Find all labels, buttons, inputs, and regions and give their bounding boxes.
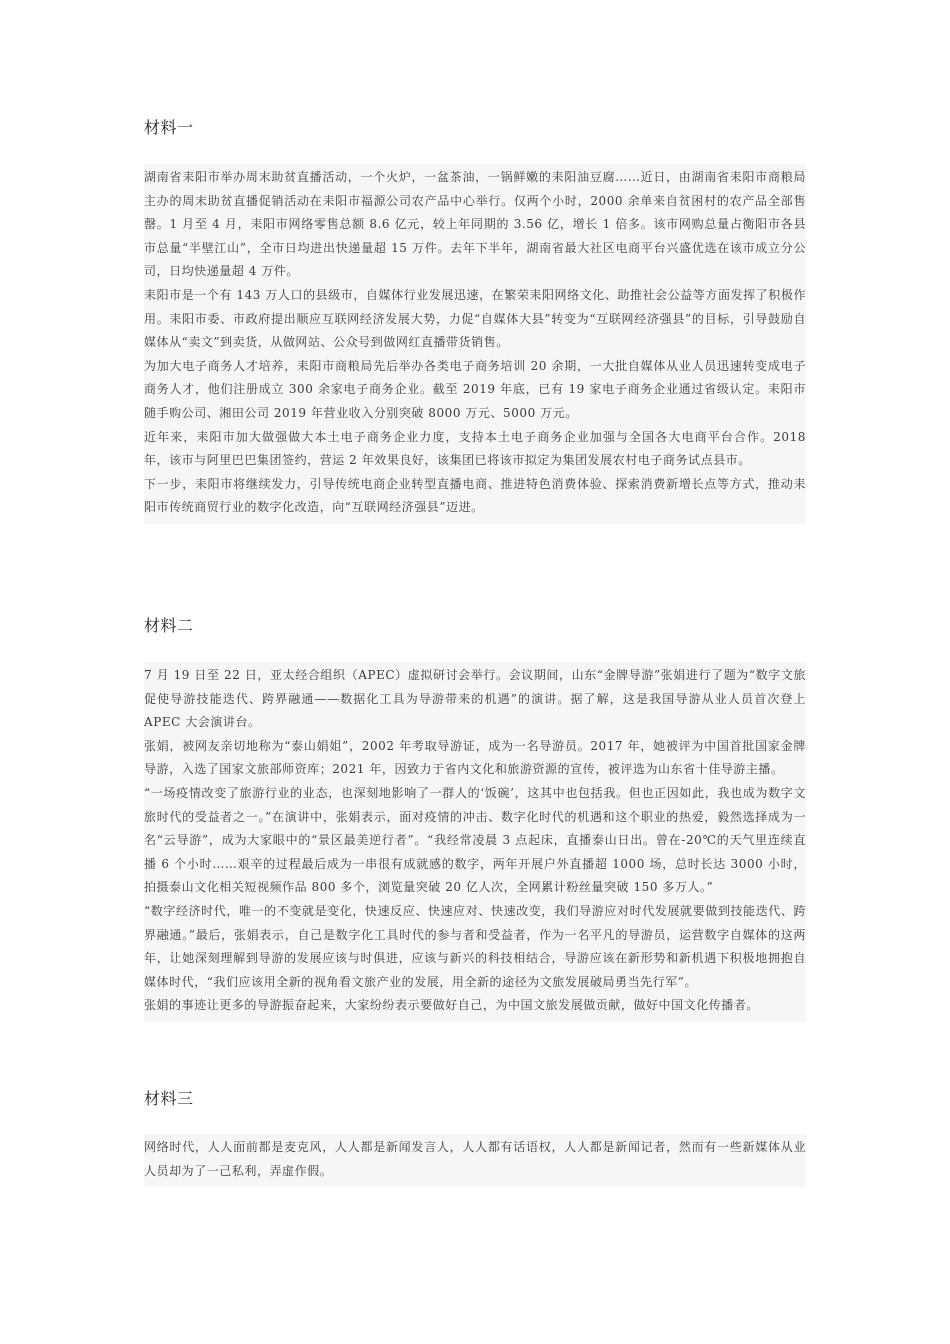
paragraph: “数字经济时代，唯一的不变就是变化，快速反应、快速应对、快速改变，我们导游应对时代发展就要做到技能迭代、跨界融通。”最后，张娟表示，自己是数字化工具时代的参与者和受益者，作为一名平凡的导游员，运营数字自媒体的这两年，让她深刻理解到导游的发展应该与时俱进，应该与新兴的科技相结合，导游应该在新形势和新机遇下积极地拥抱自媒体时代，“我们应该用全新的视角看文旅产业的发展，用全新的途径为文旅发展破局勇当先行军”。 bbox=[144, 903, 806, 989]
section-body-1 bbox=[144, 164, 806, 524]
paragraph: 7 月 19 日至 22 日，亚太经合组织（APEC）虚拟研讨会举行。会议期间，山东“金牌导游”张娟进行了题为“数字文旅促使导游技能迭代、跨界融通——数据化工具为导游带来的机遇”的演讲。据了解，这是我国导游从业人员首次登上 APEC 大会演讲台。 bbox=[144, 668, 806, 730]
paragraph: 下一步，耒阳市将继续发力，引导传统电商企业转型直播电商、推进特色消费体验、探索消费新增长点等方式，推动耒阳市传统商贸行业的数字化改造，向“互联网经济强县”迈进。 bbox=[144, 476, 806, 515]
paragraph: 张娟，被网友亲切地称为“泰山娟姐”，2002 年考取导游证，成为一名导游员。2017 年，她被评为中国首批国家金牌导游，入选了国家文旅部师资库；2021 年，因致力于省内文化和旅游资源的宣传，被评选为山东省十佳导游主播。 bbox=[144, 738, 806, 777]
section-title-3: 材料三 bbox=[144, 1089, 194, 1108]
section-body-3 bbox=[144, 1134, 806, 1187]
paragraph: 耒阳市是一个有 143 万人口的县级市，自媒体行业发展迅速，在繁荣耒阳网络文化、助推社会公益等方面发挥了积极作用。耒阳市委、市政府提出顺应互联网经济发展大势，力促“自媒体大县”转变为“互联网经济强县”的目标，引导鼓励自媒体从“卖文”到卖货，从做网站、公众号到做网红直播带货销售。 bbox=[144, 287, 806, 350]
paragraph: 张娟的事迹让更多的导游振奋起来，大家纷纷表示要做好自己，为中国文旅发展做贡献，做好中国文化传播者。 bbox=[144, 998, 759, 1013]
paragraph: 网络时代，人人面前都是麦克风，人人都是新闻发言人，人人都有话语权，人人都是新闻记者，然而有一些新媒体从业人员却为了一己私利，弄虚作假。 bbox=[144, 1140, 806, 1178]
section-body-2 bbox=[144, 662, 806, 1022]
section-title-1: 材料一 bbox=[144, 118, 194, 137]
paragraph: 近年来，耒阳市加大做强做大本土电子商务企业力度，支持本土电子商务企业加强与全国各大电商平台合作。2018 年，该市与阿里巴巴集团签约，营运 2 年效果良好，该集团已将该市拟定为集团发展农村电子商务试点县市。 bbox=[144, 429, 806, 468]
section-title-2: 材料二 bbox=[144, 616, 194, 635]
paragraph: “一场疫情改变了旅游行业的业态，也深刻地影响了一群人的‘饭碗’，这其中也包括我。但也正因如此，我也成为数字文旅时代的受益者之一。”在演讲中，张娟表示，面对疫情的冲击、数字化时代的机遇和这个职业的热爱，毅然选择成为一名“云导游”，成为大家眼中的“景区最美逆行者”。“我经常凌晨 3 点起床，直播泰山日出。曾在-20℃的天气里连续直播 6 个小时……艰辛的过程最后成为一串很有成就感的数字，两年开展户外直播超 1000 场，总时长达 3000 小时，拍摄泰山文化相关短视频作品 800 多个，浏览量突破 20 亿人次，全网累计粉丝量突破 150 多万人。” bbox=[144, 785, 806, 895]
paragraph: 为加大电子商务人才培养，耒阳市商粮局先后举办各类电子商务培训 20 余期，一大批自媒体从业人员迅速转变成电子商务人才，他们注册成立 300 余家电子商务企业。截至 2019 年底，已有 19 家电子商务企业通过省级认定。耒阳市随手购公司、湘田公司 2019 年营业收入分别突破 8000 万元、5000 万元。 bbox=[144, 358, 806, 420]
paragraph: 湖南省耒阳市举办周末助贫直播活动，一个火炉，一盆茶油，一锅鲜嫩的耒阳油豆腐……近日，由湖南省耒阳市商粮局主办的周末助贫直播促销活动在耒阳市福源公司农产品中心举行。仅两个小时，2000 余单来自贫困村的农产品全部售罄。1 月至 4 月，耒阳市网络零售总额 8.6 亿元，较上年同期的 3.56 亿，增长 1 倍多。该市网购总量占衡阳市各县市总量“半壁江山”，全市日均进出快递量超 15 万件。去年下半年，湖南省最大社区电商平台兴盛优选在该市成立分公司，日均快递量超 4 万件。 bbox=[144, 170, 806, 279]
